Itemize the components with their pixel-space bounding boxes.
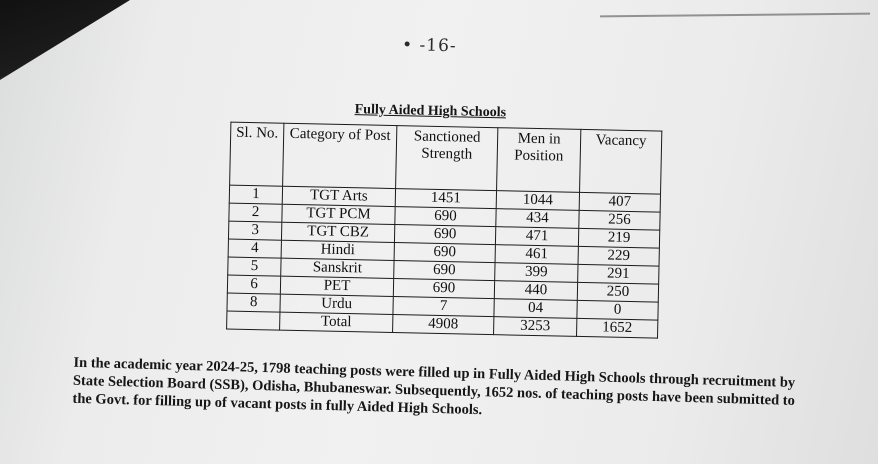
cell-vacancy: 291 xyxy=(578,264,659,284)
cell-category: Hindi xyxy=(281,240,394,260)
cell-category: TGT PCM xyxy=(282,204,395,224)
cell-men: 434 xyxy=(496,209,579,229)
cell-sl: 3 xyxy=(228,221,281,240)
cell-total-vacancy: 1652 xyxy=(577,318,658,338)
header-sanctioned: Sanctioned Strength xyxy=(396,126,498,191)
cell-vacancy: 250 xyxy=(577,282,658,302)
cell-category: TGT Arts xyxy=(282,186,395,206)
cell-vacancy: 256 xyxy=(579,210,660,230)
cell-men: 04 xyxy=(494,299,577,319)
cell-category: Urdu xyxy=(280,294,393,314)
cell-category: TGT CBZ xyxy=(281,222,394,242)
cell-sanctioned: 690 xyxy=(395,207,496,227)
header-men-in-position: Men in Position xyxy=(497,128,581,193)
cell-men: 440 xyxy=(494,281,577,301)
cell-vacancy: 407 xyxy=(579,192,660,212)
cell-sl: 1 xyxy=(229,185,282,204)
cell-sl xyxy=(227,311,280,330)
cell-men: 471 xyxy=(495,227,578,247)
cell-total-men: 3253 xyxy=(494,317,577,337)
page-number: • -16- xyxy=(401,35,457,57)
header-vacancy: Vacancy xyxy=(580,129,662,194)
cell-total-label: Total xyxy=(280,312,393,332)
vacancy-table xyxy=(226,122,662,339)
header-category: Category of Post xyxy=(283,123,397,188)
cell-sl: 4 xyxy=(228,239,281,258)
cell-vacancy: 0 xyxy=(577,300,658,320)
cell-sl: 8 xyxy=(227,293,280,312)
cell-men: 399 xyxy=(495,263,578,283)
cell-sl: 5 xyxy=(228,257,281,276)
section-title: Fully Aided High Schools xyxy=(354,102,507,121)
cell-vacancy: 229 xyxy=(578,246,659,266)
cell-sanctioned: 690 xyxy=(394,225,495,245)
cell-category: PET xyxy=(280,276,393,296)
body-paragraph: In the academic year 2024-25, 1798 teaching posts were filled up in Fully Aided High Schools through recruitment by State Selection Board (SSB), Odisha, Bhubaneswar. Subsequently, 1652 nos. of teaching posts have been submitted to the Govt. for filling up of vacant posts in fully Aided High Schools. xyxy=(72,354,796,419)
cell-sl: 6 xyxy=(227,275,280,294)
cell-men: 461 xyxy=(495,245,578,265)
cell-sanctioned: 690 xyxy=(393,279,494,299)
cell-sanctioned: 7 xyxy=(393,297,494,317)
cell-sanctioned: 1451 xyxy=(395,189,496,209)
header-sl-no: Sl. No. xyxy=(230,122,284,186)
cell-vacancy: 219 xyxy=(578,228,659,248)
cell-category: Sanskrit xyxy=(281,258,394,278)
cell-sl: 2 xyxy=(229,203,282,222)
cell-total-sanctioned: 4908 xyxy=(393,315,494,335)
cell-sanctioned: 690 xyxy=(394,243,495,263)
cell-men: 1044 xyxy=(496,191,579,211)
cell-sanctioned: 690 xyxy=(394,261,495,281)
table-header-row xyxy=(230,122,662,194)
